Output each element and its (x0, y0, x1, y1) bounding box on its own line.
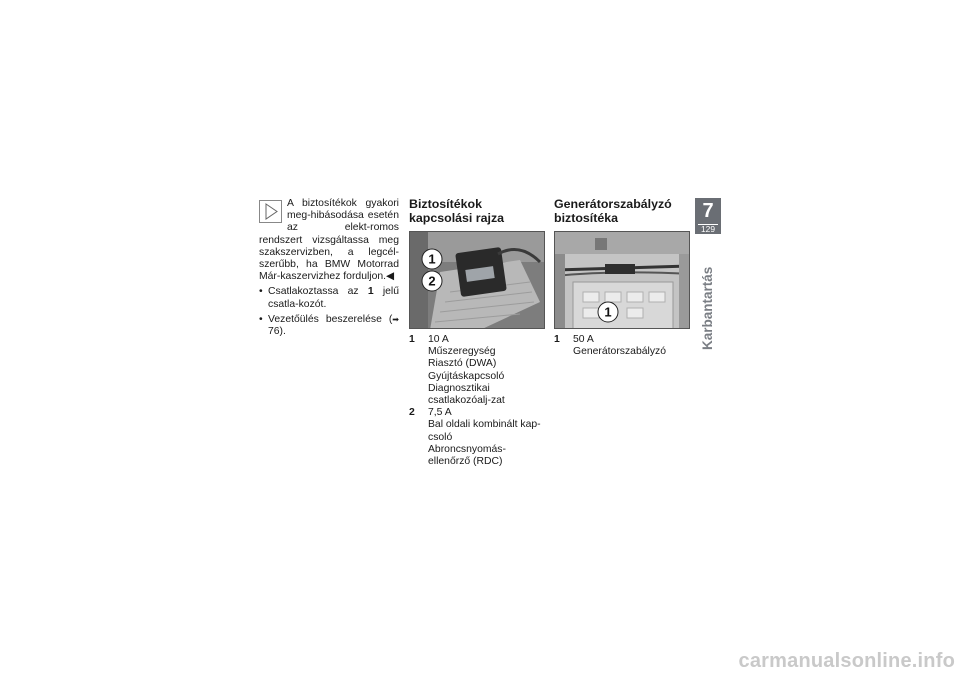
text-column-left (259, 198, 399, 338)
watermark: carmanualsonline.info (738, 650, 955, 672)
warning-note (259, 198, 399, 283)
callout-1: 1 (604, 304, 612, 320)
end-mark: ◀ (386, 271, 395, 283)
warning-triangle-icon (259, 200, 282, 223)
chapter-number: 7 (702, 200, 714, 222)
legend-row: 1 50 A Generátorszabályzó (554, 334, 666, 358)
generator-photo-illustration (555, 232, 690, 329)
bullet-item: • Csatlakoztassa az 1 jelű csatla-kozót. (259, 286, 399, 310)
section-title: Generátorszabályzó biztosítéka (554, 197, 672, 225)
legend-row: 2 7,5 A Bal oldali kombinált kap-csoló Abroncsnyomás-ellenőrző (RDC) (409, 407, 541, 468)
generator-fuse-section (554, 198, 690, 358)
generator-photo (554, 231, 690, 329)
section-title: Biztosítékok kapcsolási rajza (409, 197, 505, 225)
page-number: 129 (701, 224, 715, 234)
fuse-legend (409, 334, 545, 468)
callout-2: 2 (428, 273, 436, 289)
fuse-photo (409, 231, 545, 329)
callout-1: 1 (428, 251, 436, 267)
fuse-diagram-section (409, 198, 545, 468)
warning-text: A biztosítékok gyakori meg-hibásodása esetén az elekt-romos rendszert vizsgáltassa meg szakszervizben, a legcél-szerűbb, ha BMW Motorrad Már-kaszervizhez forduljon. (259, 198, 399, 283)
fuse-photo-illustration (410, 232, 545, 329)
chapter-tab (695, 198, 721, 234)
legend-row: 1 10 A Műszeregység Riasztó (DWA) Gyújtáskapcsoló Diagnosztikai csatlakozóalj-zat (409, 334, 505, 407)
generator-legend (554, 334, 690, 358)
bullet-item: • Vezetőülés beszerelése (➡ 76). (259, 314, 399, 338)
arrow-right-icon[interactable]: ➡ (392, 314, 399, 324)
chapter-title: Karbantartás (700, 266, 715, 350)
